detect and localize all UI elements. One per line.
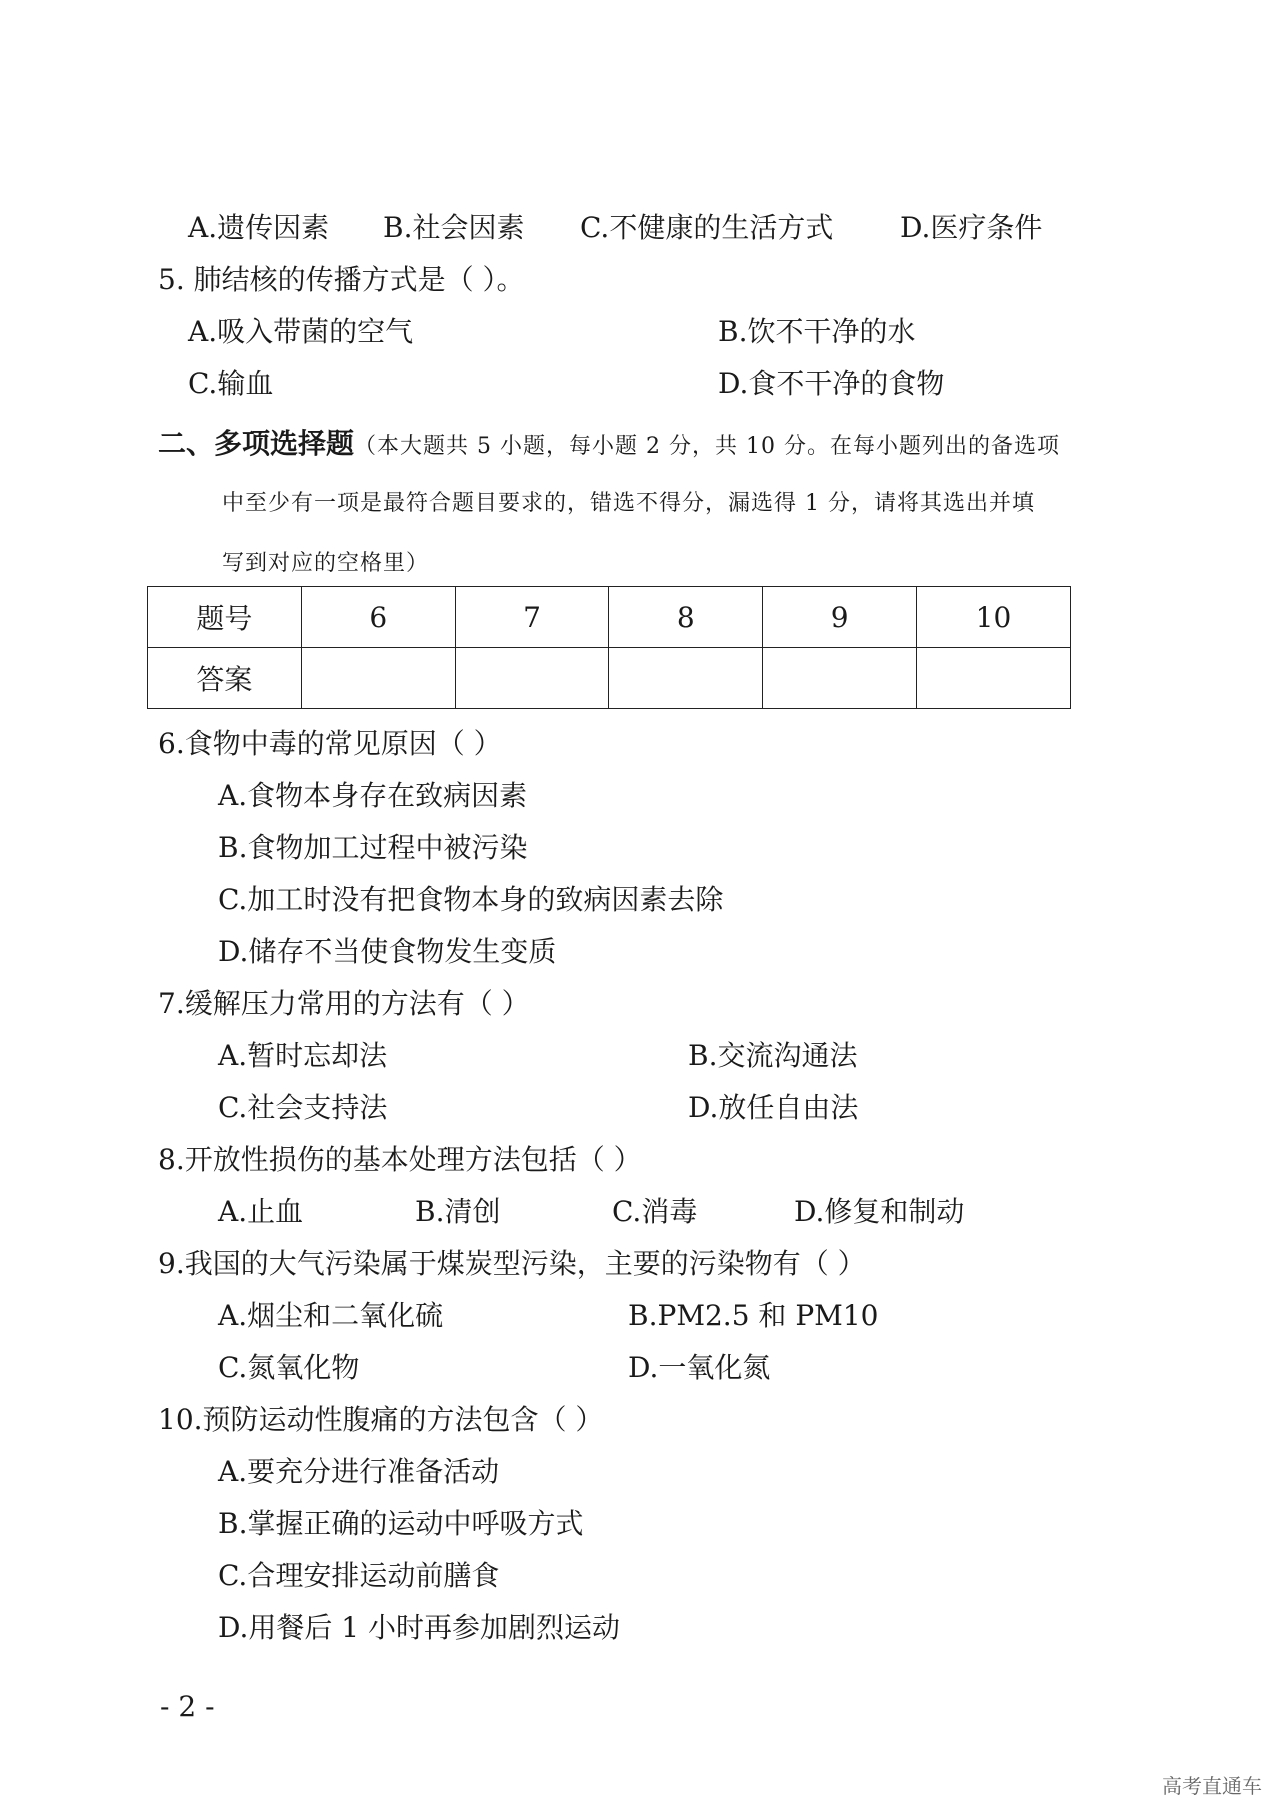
answer-table bbox=[147, 586, 1071, 709]
q8-option-a: A.止血 bbox=[218, 1195, 304, 1228]
answer-cell[interactable] bbox=[301, 648, 455, 709]
q6-option-c: C.加工时没有把食物本身的致病因素去除 bbox=[218, 883, 724, 916]
answer-cell[interactable] bbox=[917, 648, 1071, 709]
question-number-cell: 8 bbox=[609, 587, 763, 648]
section2-note-line3: 写到对应的空格里） bbox=[222, 551, 430, 576]
q5-option-a: A.吸入带菌的空气 bbox=[188, 315, 414, 348]
q8-stem: 8.开放性损伤的基本处理方法包括（ ） bbox=[158, 1143, 642, 1176]
q7-option-d: D.放任自由法 bbox=[688, 1091, 859, 1124]
q7-option-a: A.暂时忘却法 bbox=[218, 1039, 388, 1072]
q9-option-b: B.PM2.5 和 PM10 bbox=[628, 1299, 879, 1332]
q5-option-c: C.输血 bbox=[188, 367, 274, 400]
question-number-cell: 9 bbox=[763, 587, 917, 648]
q7-stem: 7.缓解压力常用的方法有（ ） bbox=[158, 987, 530, 1020]
q6-option-d: D.储存不当使食物发生变质 bbox=[218, 935, 557, 968]
row-label-answer: 答案 bbox=[148, 648, 302, 709]
section2-title: 二、多项选择题 bbox=[158, 427, 355, 460]
q10-stem: 10.预防运动性腹痛的方法包含（ ） bbox=[158, 1403, 604, 1436]
q4-option-c: C.不健康的生活方式 bbox=[580, 211, 834, 244]
answer-cell[interactable] bbox=[609, 648, 763, 709]
q9-option-c: C.氮氧化物 bbox=[218, 1351, 360, 1384]
page-number: - 2 - bbox=[160, 1690, 215, 1723]
watermark: 高考直通车 bbox=[1162, 1774, 1262, 1798]
q10-option-a: A.要充分进行准备活动 bbox=[218, 1455, 500, 1488]
answer-cell[interactable] bbox=[455, 648, 609, 709]
q5-stem: 5. 肺结核的传播方式是（ ）。 bbox=[158, 263, 525, 296]
table-row-numbers bbox=[148, 587, 1071, 648]
q9-option-a: A.烟尘和二氧化硫 bbox=[218, 1299, 444, 1332]
q8-option-c: C.消毒 bbox=[612, 1195, 698, 1228]
question-number-cell: 7 bbox=[455, 587, 609, 648]
section2-note-line2: 中至少有一项是最符合题目要求的，错选不得分，漏选得 1 分，请将其选出并填 bbox=[222, 491, 1035, 516]
q8-option-b: B.清创 bbox=[415, 1195, 501, 1228]
q10-option-c: C.合理安排运动前膳食 bbox=[218, 1559, 500, 1592]
q7-option-c: C.社会支持法 bbox=[218, 1091, 388, 1124]
q4-option-a: A.遗传因素 bbox=[188, 211, 330, 244]
q6-stem: 6.食物中毒的常见原因（ ） bbox=[158, 727, 502, 760]
q5-option-b: B.饮不干净的水 bbox=[718, 315, 916, 348]
table-row-answers bbox=[148, 648, 1071, 709]
q5-option-d: D.食不干净的食物 bbox=[718, 367, 945, 400]
q9-stem: 9.我国的大气污染属于煤炭型污染，主要的污染物有（ ） bbox=[158, 1247, 866, 1280]
q6-option-a: A.食物本身存在致病因素 bbox=[218, 779, 528, 812]
q4-option-d: D.医疗条件 bbox=[900, 211, 1043, 244]
q7-option-b: B.交流沟通法 bbox=[688, 1039, 858, 1072]
q9-option-d: D.一氧化氮 bbox=[628, 1351, 771, 1384]
row-label-number: 题号 bbox=[148, 587, 302, 648]
q10-option-d: D.用餐后 1 小时再参加剧烈运动 bbox=[218, 1611, 620, 1644]
question-number-cell: 6 bbox=[301, 587, 455, 648]
q4-option-b: B.社会因素 bbox=[383, 211, 525, 244]
answer-cell[interactable] bbox=[763, 648, 917, 709]
q10-option-b: B.掌握正确的运动中呼吸方式 bbox=[218, 1507, 584, 1540]
question-number-cell: 10 bbox=[917, 587, 1071, 648]
q6-option-b: B.食物加工过程中被污染 bbox=[218, 831, 528, 864]
section2-note-line1: （本大题共 5 小题，每小题 2 分，共 10 分。在每小题列出的备选项 bbox=[354, 434, 1060, 459]
section2-heading bbox=[158, 424, 1060, 467]
q8-option-d: D.修复和制动 bbox=[794, 1195, 965, 1228]
